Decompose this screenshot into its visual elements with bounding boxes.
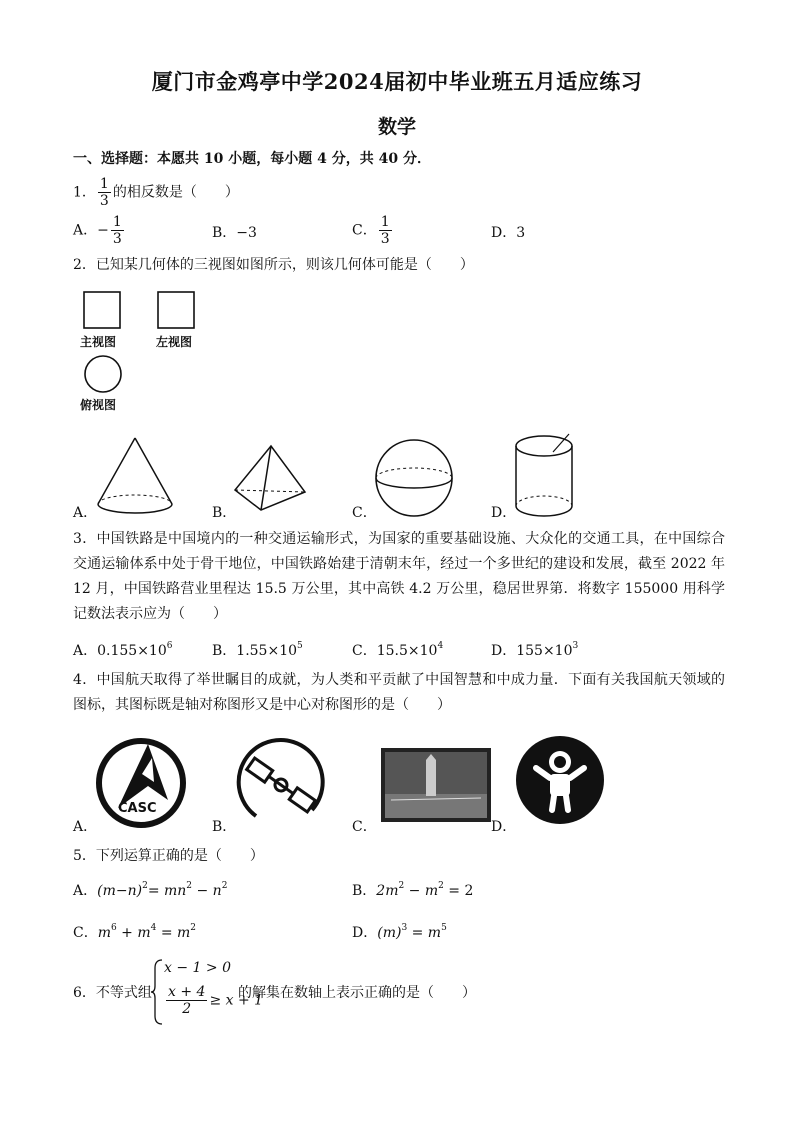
question-5-stem: 5．下列运算正确的是（ ）	[73, 848, 264, 864]
q3-option-a: A．$0.155\times 10^6$	[73, 641, 173, 659]
q5-option-a: A．$(m-n)^2= mn^2 - n^2$	[73, 881, 228, 899]
q1-option-c: C． $\frac{1}{3}$	[352, 214, 390, 247]
sphere-figure	[374, 438, 458, 522]
q5-option-c: C．$m^6 + m^4 = m^2$	[73, 923, 197, 941]
q4-option-c-label: C．	[352, 819, 377, 835]
q2-option-a-label: A．	[73, 505, 98, 521]
q1-option-a: A．− $\frac{1}{3}$	[73, 214, 122, 247]
inequality-2: $\frac{x + 4}{2}$ ≥ x + 1	[168, 984, 264, 1017]
q2-option-b-label: B．	[212, 505, 237, 521]
q4-option-b-label: B．	[212, 819, 237, 835]
question-2-stem: 2．已知某几何体的三视图如图所示，则该几何体可能是（ ）	[73, 257, 474, 273]
front-view-square	[84, 292, 120, 328]
top-view-circle	[85, 356, 121, 392]
svg-text:CASC: CASC	[118, 801, 157, 816]
question-3-stem: 3．中国铁路是中国境内的一种交通运输形式，为国家的重要基础设施、大众化的交通工具，在中国综合交通运输体系中处于骨干地位，中国铁路始建于清朝末年，经过一个多世纪的建设和发展，截至 2022 年 12 月，中国铁路营业里程达 15.5 万公里，其中高铁 4.2 万公里，稳居世界第．将数字 155000 用科学记数法表示应为（ ）	[73, 531, 725, 622]
front-view-label: 主视图	[80, 335, 117, 349]
casc-logo-icon	[96, 738, 186, 828]
q4-option-a-label: A．	[73, 819, 98, 835]
q3-option-b: B．$1.55\times 10^5$	[212, 641, 303, 659]
q2-option-d-label: D．	[491, 505, 517, 521]
side-view-label: 左视图	[156, 335, 193, 349]
q1-option-d: D．3	[491, 225, 526, 241]
subject-title: 数学	[377, 116, 416, 138]
side-view-square	[158, 292, 194, 328]
page-title: 厦门市金鸡亭中学2024届初中毕业班五月适应练习	[151, 69, 643, 94]
q2-option-c-label: C．	[352, 505, 377, 521]
top-view-label: 俯视图	[80, 398, 117, 412]
question-6-tail: 的解集在数轴上表示正确的是（ ）	[238, 985, 476, 1001]
inequality-1: x − 1 > 0	[164, 960, 231, 976]
rocket-photo-icon	[381, 748, 491, 822]
q3-option-c: C．$15.5\times 10^4$	[352, 641, 444, 659]
cylinder-figure	[513, 430, 583, 520]
question-6-lead: 6．不等式组	[73, 985, 152, 1001]
astronaut-logo-icon	[514, 734, 606, 826]
section-heading: 一、选择题：本愿共 10 小题，每小题 4 分，共 40 分．	[73, 151, 431, 167]
satellite-logo-icon	[236, 740, 326, 830]
q1-option-b: B．−3	[212, 225, 257, 241]
q3-option-d: D．$155\times 10^3$	[491, 641, 579, 659]
question-4-stem: 4．中国航天取得了举世瞩目的成就，为人类和平贡献了中国智慧和中成力量．下面有关我国航天领域的图标，其图标既是轴对称图形又是中心对称图形的是（ ）	[73, 672, 725, 713]
pyramid-figure	[233, 444, 313, 524]
question-1-stem: 1． $\frac{1}{3}$ 的相反数是（ ）	[73, 176, 239, 209]
fraction: $\frac{1}{3}$	[99, 176, 109, 209]
cone-figure	[95, 436, 175, 516]
q5-option-b: B．$2m^2 - m^2 = 2$	[352, 881, 474, 899]
q4-option-d-label: D．	[491, 819, 517, 835]
q5-option-d: D．$(m)^3 = m^5$	[352, 923, 447, 941]
system-brace	[150, 958, 164, 1026]
